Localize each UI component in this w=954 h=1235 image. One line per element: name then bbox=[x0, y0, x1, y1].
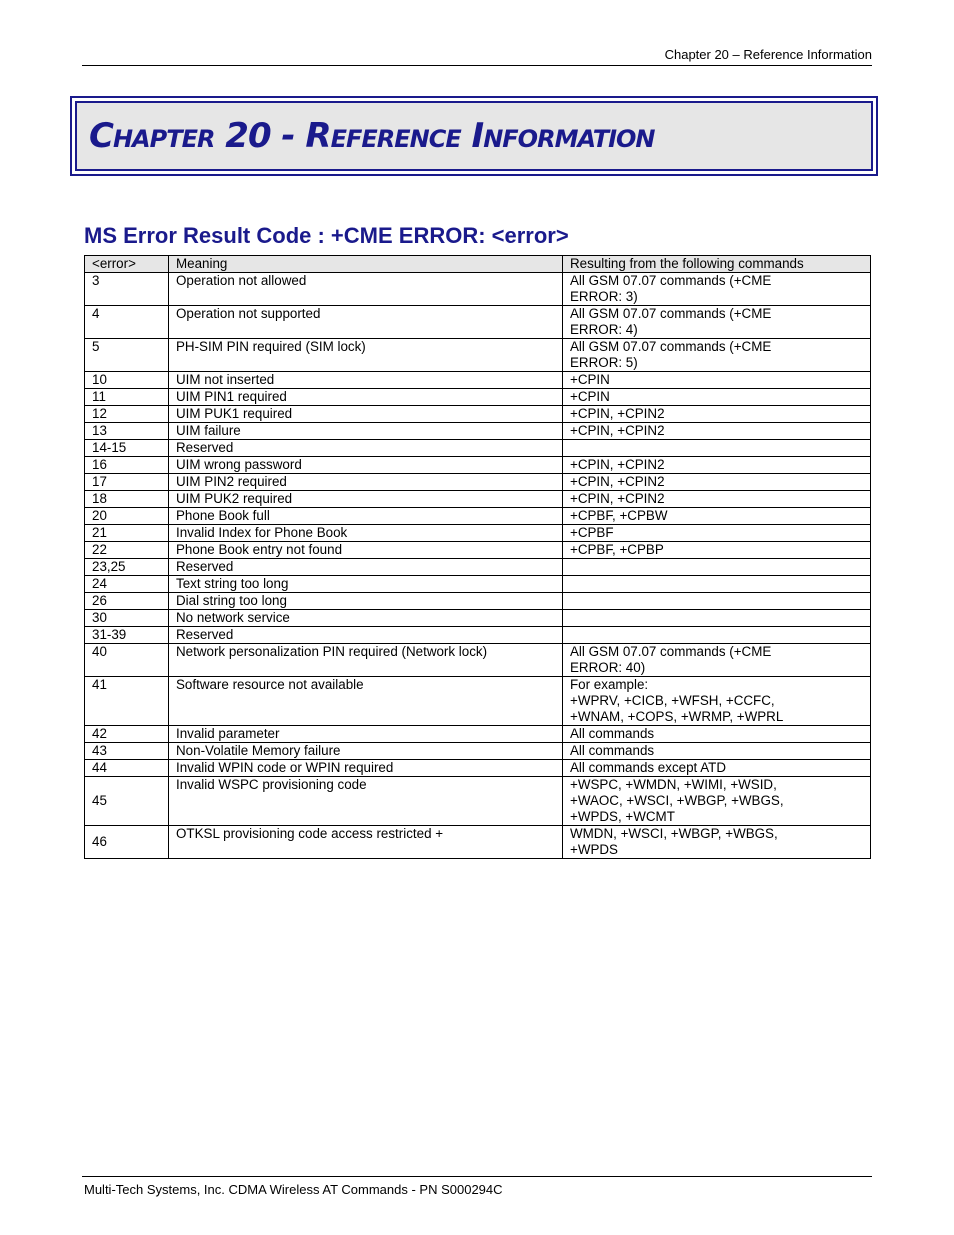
meaning-cell: Operation not supported bbox=[169, 306, 563, 339]
commands-cell: +CPIN, +CPIN2 bbox=[563, 474, 871, 491]
column-header-commands: Resulting from the following commands bbox=[563, 256, 871, 273]
commands-cell: All commands except ATD bbox=[563, 760, 871, 777]
table-row bbox=[85, 491, 871, 508]
table-row bbox=[85, 777, 871, 826]
table-row bbox=[85, 306, 871, 339]
table-row bbox=[85, 726, 871, 743]
meaning-cell: UIM wrong password bbox=[169, 457, 563, 474]
table-row bbox=[85, 677, 871, 726]
table-row bbox=[85, 627, 871, 644]
error-code-cell: 5 bbox=[85, 339, 169, 372]
table-row bbox=[85, 743, 871, 760]
column-header-error: <error> bbox=[85, 256, 169, 273]
table-row bbox=[85, 423, 871, 440]
running-header-title: Chapter 20 – Reference Information bbox=[664, 47, 872, 62]
meaning-cell: UIM PUK2 required bbox=[169, 491, 563, 508]
section-title: MS Error Result Code : +CME ERROR: <error> bbox=[84, 223, 569, 248]
meaning-cell: Text string too long bbox=[169, 576, 563, 593]
meaning-cell: Dial string too long bbox=[169, 593, 563, 610]
error-code-cell: 21 bbox=[85, 525, 169, 542]
meaning-cell: PH-SIM PIN required (SIM lock) bbox=[169, 339, 563, 372]
error-code-cell: 20 bbox=[85, 508, 169, 525]
table-row bbox=[85, 760, 871, 777]
error-code-cell: 13 bbox=[85, 423, 169, 440]
meaning-cell: Reserved bbox=[169, 559, 563, 576]
error-code-cell: 14-15 bbox=[85, 440, 169, 457]
error-code-cell: 42 bbox=[85, 726, 169, 743]
table-row bbox=[85, 826, 871, 859]
meaning-cell: UIM not inserted bbox=[169, 372, 563, 389]
commands-cell bbox=[563, 576, 871, 593]
footer-rule bbox=[82, 1176, 872, 1177]
commands-cell bbox=[563, 627, 871, 644]
error-code-cell: 23,25 bbox=[85, 559, 169, 576]
error-code-cell: 30 bbox=[85, 610, 169, 627]
error-code-cell: 22 bbox=[85, 542, 169, 559]
meaning-cell: UIM PIN2 required bbox=[169, 474, 563, 491]
commands-cell: All commands bbox=[563, 743, 871, 760]
error-code-cell: 11 bbox=[85, 389, 169, 406]
error-code-cell: 43 bbox=[85, 743, 169, 760]
meaning-cell: UIM failure bbox=[169, 423, 563, 440]
commands-cell: All GSM 07.07 commands (+CME ERROR: 5) bbox=[563, 339, 871, 372]
commands-cell bbox=[563, 559, 871, 576]
commands-cell bbox=[563, 440, 871, 457]
commands-cell: All commands bbox=[563, 726, 871, 743]
table-body bbox=[85, 273, 871, 859]
table-row bbox=[85, 372, 871, 389]
commands-cell: +CPBF, +CPBP bbox=[563, 542, 871, 559]
meaning-cell: Reserved bbox=[169, 627, 563, 644]
commands-cell: WMDN, +WSCI, +WBGP, +WBGS, +WPDS bbox=[563, 826, 871, 859]
error-code-table bbox=[84, 255, 871, 859]
table-row bbox=[85, 593, 871, 610]
meaning-cell: Phone Book full bbox=[169, 508, 563, 525]
table-row bbox=[85, 457, 871, 474]
commands-cell: +CPIN, +CPIN2 bbox=[563, 423, 871, 440]
meaning-cell: UIM PIN1 required bbox=[169, 389, 563, 406]
error-code-cell: 31-39 bbox=[85, 627, 169, 644]
table-row bbox=[85, 542, 871, 559]
commands-cell: +WSPC, +WMDN, +WIMI, +WSID, +WAOC, +WSCI, +WBGP, +WBGS, +WPDS, +WCMT bbox=[563, 777, 871, 826]
table-row bbox=[85, 525, 871, 542]
commands-cell: All GSM 07.07 commands (+CME ERROR: 4) bbox=[563, 306, 871, 339]
chapter-title-inner bbox=[75, 101, 873, 171]
commands-cell: All GSM 07.07 commands (+CME ERROR: 3) bbox=[563, 273, 871, 306]
error-code-cell: 40 bbox=[85, 644, 169, 677]
meaning-cell: Software resource not available bbox=[169, 677, 563, 726]
meaning-cell: Invalid WPIN code or WPIN required bbox=[169, 760, 563, 777]
error-code-cell: 46 bbox=[85, 826, 169, 859]
meaning-cell: Network personalization PIN required (Network lock) bbox=[169, 644, 563, 677]
table-row bbox=[85, 576, 871, 593]
meaning-cell: Operation not allowed bbox=[169, 273, 563, 306]
chapter-title: Chapter 20 - Reference Information bbox=[89, 116, 655, 156]
commands-cell: +CPIN bbox=[563, 389, 871, 406]
error-code-cell: 44 bbox=[85, 760, 169, 777]
commands-cell bbox=[563, 593, 871, 610]
running-header bbox=[82, 47, 872, 66]
commands-cell: All GSM 07.07 commands (+CME ERROR: 40) bbox=[563, 644, 871, 677]
error-code-cell: 45 bbox=[85, 777, 169, 826]
meaning-cell: Invalid parameter bbox=[169, 726, 563, 743]
commands-cell bbox=[563, 610, 871, 627]
error-code-cell: 16 bbox=[85, 457, 169, 474]
meaning-cell: Invalid Index for Phone Book bbox=[169, 525, 563, 542]
table-row bbox=[85, 644, 871, 677]
table-row bbox=[85, 559, 871, 576]
meaning-cell: No network service bbox=[169, 610, 563, 627]
error-code-cell: 18 bbox=[85, 491, 169, 508]
meaning-cell: Non-Volatile Memory failure bbox=[169, 743, 563, 760]
commands-cell: +CPIN, +CPIN2 bbox=[563, 457, 871, 474]
meaning-cell: OTKSL provisioning code access restricted + bbox=[169, 826, 563, 859]
table-row bbox=[85, 389, 871, 406]
error-code-cell: 26 bbox=[85, 593, 169, 610]
table-row bbox=[85, 508, 871, 525]
table-row bbox=[85, 406, 871, 423]
commands-cell: +CPIN, +CPIN2 bbox=[563, 491, 871, 508]
error-code-cell: 41 bbox=[85, 677, 169, 726]
error-code-cell: 3 bbox=[85, 273, 169, 306]
commands-cell: +CPIN bbox=[563, 372, 871, 389]
table-row bbox=[85, 339, 871, 372]
commands-cell: +CPIN, +CPIN2 bbox=[563, 406, 871, 423]
meaning-cell: Reserved bbox=[169, 440, 563, 457]
meaning-cell: Invalid WSPC provisioning code bbox=[169, 777, 563, 826]
column-header-meaning: Meaning bbox=[169, 256, 563, 273]
commands-cell: +CPBF, +CPBW bbox=[563, 508, 871, 525]
error-code-cell: 4 bbox=[85, 306, 169, 339]
table-row bbox=[85, 440, 871, 457]
commands-cell: +CPBF bbox=[563, 525, 871, 542]
error-code-cell: 24 bbox=[85, 576, 169, 593]
commands-cell: For example: +WPRV, +CICB, +WFSH, +CCFC, +WNAM, +COPS, +WRMP, +WPRL bbox=[563, 677, 871, 726]
error-code-cell: 10 bbox=[85, 372, 169, 389]
meaning-cell: Phone Book entry not found bbox=[169, 542, 563, 559]
chapter-title-box bbox=[70, 96, 878, 176]
table-header-row bbox=[85, 256, 871, 273]
error-code-cell: 12 bbox=[85, 406, 169, 423]
error-code-cell: 17 bbox=[85, 474, 169, 491]
table-row bbox=[85, 474, 871, 491]
meaning-cell: UIM PUK1 required bbox=[169, 406, 563, 423]
table-row bbox=[85, 273, 871, 306]
table-row bbox=[85, 610, 871, 627]
footer-text: Multi-Tech Systems, Inc. CDMA Wireless AT Commands - PN S000294C bbox=[84, 1182, 503, 1197]
